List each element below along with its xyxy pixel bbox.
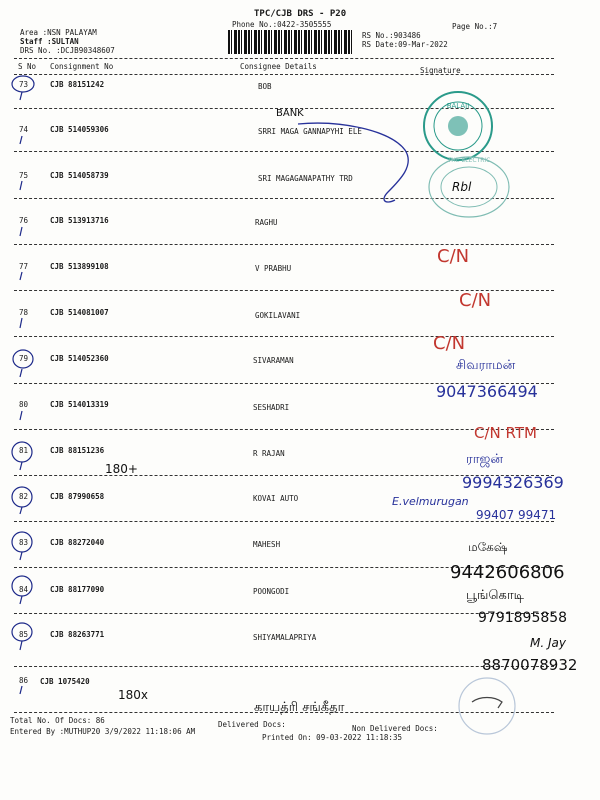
document-title: TPC/CJB DRS - P20 [254, 9, 347, 19]
handwritten-tamil-1: சிவராமன் [456, 358, 516, 373]
handwritten-phone-4: 9442606806 [450, 562, 565, 583]
tick-mark [20, 411, 22, 420]
tick-mark [20, 596, 22, 604]
tick-mark [20, 92, 22, 100]
row-consignment: CJB 1075420 [40, 677, 90, 686]
sno-circle-83 [12, 532, 32, 552]
handwritten-tamil-4: பூங்கொடி [466, 588, 524, 603]
row-consignee: SESHADRI [253, 403, 290, 412]
tick-mark [20, 462, 22, 470]
row-consignee: KOVAI AUTO [253, 494, 299, 503]
row-consignment: CJB 88177090 [50, 585, 105, 594]
handwritten-phone-1: 9047366494 [436, 382, 538, 401]
tick-mark [20, 272, 22, 280]
handwritten-tamil-3: மகேஷ் [468, 540, 508, 554]
row-sno: 82 [19, 492, 29, 501]
phone-number: Phone No.:0422-3505555 [232, 20, 332, 29]
sno-circle-85 [12, 623, 32, 641]
row-sno: 78 [19, 308, 29, 317]
row-consignment: CJB 514081007 [50, 308, 109, 317]
tick-mark [20, 181, 22, 190]
row-consignee: BOB [258, 82, 272, 91]
row-sno: 75 [19, 171, 29, 180]
row-consignment: CJB 513913716 [50, 216, 109, 225]
row-sno: 79 [19, 354, 29, 363]
handwritten-name-velmurugan: E.velmurugan [392, 495, 469, 508]
row-consignee: R RAJAN [253, 449, 285, 458]
handwritten-bank: BANK [276, 108, 304, 119]
column-sno: S No [18, 62, 37, 71]
handwritten-box-1: 180+ [105, 462, 138, 476]
handwritten-cn-3: C/N [433, 333, 466, 354]
row-consignment: CJB 514013319 [50, 400, 109, 409]
row-consignment: CJB 513899108 [50, 262, 109, 271]
row-consignment: CJB 514052360 [50, 354, 109, 363]
row-consignment: CJB 88151242 [50, 80, 105, 89]
sno-circle-82 [12, 487, 32, 507]
row-consignee: SHIYAMALAPRIYA [253, 633, 317, 642]
non-delivered-docs: Non Delivered Docs: [352, 724, 438, 733]
row-consignment: CJB 88263771 [50, 630, 105, 639]
row-consignee: V PRABHU [255, 264, 292, 273]
printed-on: Printed On: 09-03-2022 11:18:35 [262, 733, 402, 742]
tick-mark [20, 318, 22, 328]
row-sno: 74 [19, 125, 29, 134]
handwritten-cn-2: C/N [459, 290, 492, 311]
handwritten-phone-6: 8870078932 [482, 656, 578, 674]
row-sno: 86 [19, 676, 29, 685]
handwritten-tamil-5: காயத்ரி சங்கீதா [254, 700, 345, 715]
row-consignee: RAGHU [255, 218, 278, 227]
handwritten-signature-rbl: Rbl [452, 180, 472, 194]
row-sno: 77 [19, 262, 29, 271]
staff-field: Staff :SULTAN [20, 37, 79, 46]
row-sno: 73 [19, 80, 29, 89]
column-consignee: Consignee Details [240, 62, 317, 71]
handwritten-box-2: 180x [118, 688, 149, 702]
tick-mark [20, 552, 22, 560]
stamp-text-1: BALAJI [446, 102, 470, 110]
sno-circle-84 [12, 576, 32, 596]
row-sno: 84 [19, 585, 29, 594]
row-sno: 83 [19, 538, 29, 547]
row-sno: 80 [19, 400, 29, 409]
tick-mark [20, 227, 22, 236]
row-sno: 76 [19, 216, 29, 225]
row-consignee: SRI MAGAGANAPATHY TRD [258, 174, 353, 183]
row-consignment: CJB 88151236 [50, 446, 105, 455]
handwritten-cn-1: C/N [437, 246, 470, 267]
area-field: Area :NSN PALAYAM [20, 28, 97, 37]
handwritten-phone-3: 99407 99471 [476, 508, 557, 522]
tick-mark [20, 641, 22, 650]
handwritten-signature-m: M. Jay [530, 636, 566, 650]
handwritten-tamil-2: ராஜன் [466, 452, 503, 467]
row-consignee: MAHESH [253, 540, 281, 549]
row-consignee: SRRI MAGA GANNAPYHI ELE [258, 127, 362, 136]
column-signature: Signature [420, 66, 461, 75]
column-consignment: Consignment No [50, 62, 114, 71]
row-sno: 81 [19, 446, 29, 455]
delivered-docs: Delivered Docs: [218, 720, 286, 729]
sno-circle-73 [12, 76, 34, 92]
rs-number: RS No.:903486 [362, 31, 421, 40]
row-consignment: CJB 88272040 [50, 538, 105, 547]
sno-circle-81 [12, 442, 32, 462]
drs-number: DRS No. :DCJB90348607 [20, 46, 115, 55]
handwritten-phone-2: 9994326369 [462, 473, 564, 492]
tick-mark [20, 686, 22, 694]
handwritten-phone-5: 9791895858 [478, 610, 568, 626]
total-docs: Total No. Of Docs: 86 [10, 716, 105, 725]
tick-mark [20, 136, 22, 144]
row-consignee: SIVARAMAN [253, 356, 294, 365]
tick-mark [20, 369, 22, 377]
row-consignment: CJB 87990658 [50, 492, 105, 501]
row-consignment: CJB 514058739 [50, 171, 109, 180]
row-sno: 85 [19, 630, 29, 639]
handwritten-cn-rtm: C/N RTM [474, 424, 537, 442]
page-number: Page No.:7 [452, 22, 498, 31]
row-consignee: GOKILAVANI [255, 311, 301, 320]
signature-swoop [298, 123, 408, 202]
row-consignee: POONGODI [253, 587, 290, 596]
rs-date: RS Date:09-Mar-2022 [362, 40, 448, 49]
sno-circle-79 [13, 350, 33, 368]
faded-stamp-bottom [452, 676, 522, 736]
tick-mark [20, 507, 22, 514]
row-consignment: CJB 514059306 [50, 125, 109, 134]
stamp-text-2: THE ELECTRIC [447, 157, 491, 164]
entered-by: Entered By :MUTHUP20 3/9/2022 11:18:06 AM [10, 727, 196, 736]
